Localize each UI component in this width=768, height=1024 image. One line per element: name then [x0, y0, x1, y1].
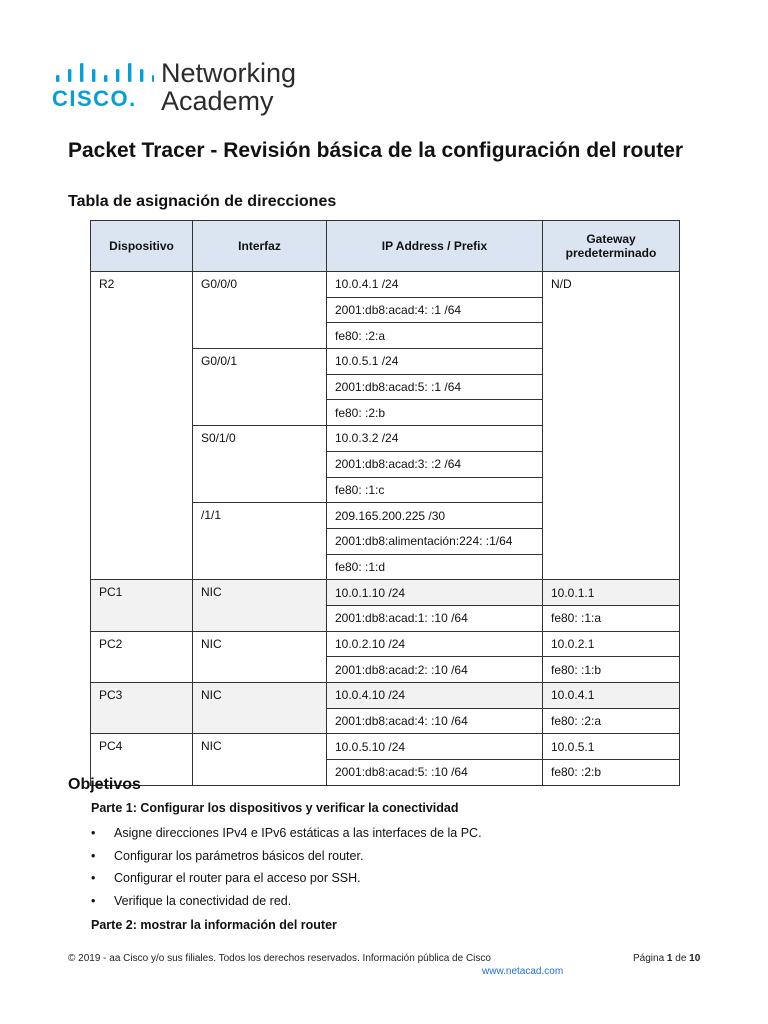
ip-cell: fe80: :2:b: [327, 400, 543, 426]
table-header-row: [91, 221, 680, 272]
bullet-icon: •: [91, 826, 96, 840]
header-gateway: Gateway predeterminado: [543, 221, 680, 272]
device-cell: PC2: [91, 631, 193, 682]
gateway-cell: 10.0.1.1: [543, 580, 680, 606]
task-text: Verifique la conectividad de red.: [114, 893, 292, 908]
ip-cell: 10.0.3.2 /24: [327, 426, 543, 452]
gateway-cell: 10.0.4.1: [543, 683, 680, 709]
table-row: [91, 683, 680, 709]
ip-cell: 2001:db8:acad:1: :10 /64: [327, 605, 543, 631]
gateway-cell: 10.0.5.1: [543, 734, 680, 760]
task-text: Configurar los parámetros básicos del router.: [114, 848, 364, 863]
copyright-text: © 2019 - aa Cisco y/o sus filiales. Todos los derechos reservados. Información pública de Cisco: [68, 953, 491, 964]
gateway-cell: N/D: [543, 272, 680, 580]
task-text: Asigne direcciones IPv4 e IPv6 estáticas a las interfaces de la PC.: [114, 826, 482, 840]
addressing-table: [90, 220, 680, 786]
list-item: [91, 890, 482, 913]
table-row: [91, 734, 680, 760]
gateway-cell: fe80: :2:a: [543, 708, 680, 734]
page-current: 1: [666, 953, 673, 964]
bullet-icon: •: [91, 848, 96, 863]
ip-cell: 10.0.4.10 /24: [327, 683, 543, 709]
gateway-cell: fe80: :1:b: [543, 657, 680, 683]
logo-networking-text: Networking: [161, 58, 297, 88]
ip-cell: 2001:db8:acad:5: :1 /64: [327, 374, 543, 400]
page-total: 10: [689, 953, 701, 964]
part2-heading: Parte 2: mostrar la información del router: [91, 918, 337, 932]
bullet-icon: •: [91, 871, 96, 885]
cisco-networking-academy-logo: [52, 58, 312, 118]
gateway-cell: 10.0.2.1: [543, 631, 680, 657]
list-item: [91, 867, 482, 890]
interface-cell: NIC: [193, 631, 327, 682]
device-cell: R2: [91, 272, 193, 580]
ip-cell: fe80: :1:d: [327, 554, 543, 580]
ip-cell: 2001:db8:acad:3: :2 /64: [327, 451, 543, 477]
table-row: [91, 580, 680, 606]
page-number: [633, 953, 700, 964]
ip-cell: 2001:db8:acad:4: :1 /64: [327, 297, 543, 323]
ip-cell: 209.165.200.225 /30: [327, 503, 543, 529]
interface-cell: NIC: [193, 734, 327, 785]
task-text: Configurar el router para el acceso por SSH.: [114, 871, 361, 885]
table-title: Tabla de asignación de direcciones: [68, 193, 337, 210]
ip-cell: fe80: :2:a: [327, 323, 543, 349]
ip-cell: 10.0.5.10 /24: [327, 734, 543, 760]
ip-cell: 2001:db8:acad:5: :10 /64: [327, 760, 543, 786]
interface-cell: /1/1: [193, 503, 327, 580]
ip-cell: 10.0.5.1 /24: [327, 349, 543, 375]
device-cell: PC4: [91, 734, 193, 785]
cisco-bars-icon: [54, 60, 154, 86]
ip-cell: 2001:db8:acad:2: :10 /64: [327, 657, 543, 683]
ip-cell: 2001:db8:alimentación:224: :1/64: [327, 528, 543, 554]
list-item: [91, 845, 482, 868]
list-item: [91, 822, 482, 845]
table-row: [91, 272, 680, 298]
ip-cell: fe80: :1:c: [327, 477, 543, 503]
gateway-cell: fe80: :2:b: [543, 760, 680, 786]
page-title: Packet Tracer - Revisión básica de la configuración del router: [68, 139, 684, 162]
interface-cell: NIC: [193, 683, 327, 734]
ip-cell: 10.0.2.10 /24: [327, 631, 543, 657]
device-cell: PC1: [91, 580, 193, 631]
header-interface: Interfaz: [193, 221, 327, 272]
interface-cell: S0/1/0: [193, 426, 327, 503]
part1-heading: Parte 1: Configurar los dispositivos y verificar la conectividad: [91, 801, 459, 815]
objectives-heading: Objetivos: [68, 776, 141, 793]
bullet-icon: •: [91, 893, 96, 908]
ip-cell: 10.0.1.10 /24: [327, 580, 543, 606]
gateway-cell: fe80: :1:a: [543, 605, 680, 631]
interface-cell: NIC: [193, 580, 327, 631]
page-of: de: [675, 953, 687, 964]
header-ip-address: IP Address / Prefix: [327, 221, 543, 272]
task-list: [91, 822, 482, 912]
device-cell: PC3: [91, 683, 193, 734]
ip-cell: 2001:db8:acad:4: :10 /64: [327, 708, 543, 734]
logo-academy-text: Academy: [161, 86, 274, 116]
header-device: Dispositivo: [91, 221, 193, 272]
ip-cell: 10.0.4.1 /24: [327, 272, 543, 298]
interface-cell: G0/0/1: [193, 349, 327, 426]
cisco-wordmark: CISCO.: [52, 86, 137, 111]
netacad-link[interactable]: www.netacad.com: [482, 966, 564, 977]
table-row: [91, 631, 680, 657]
interface-cell: G0/0/0: [193, 272, 327, 349]
page-prefix: Página: [633, 953, 665, 964]
